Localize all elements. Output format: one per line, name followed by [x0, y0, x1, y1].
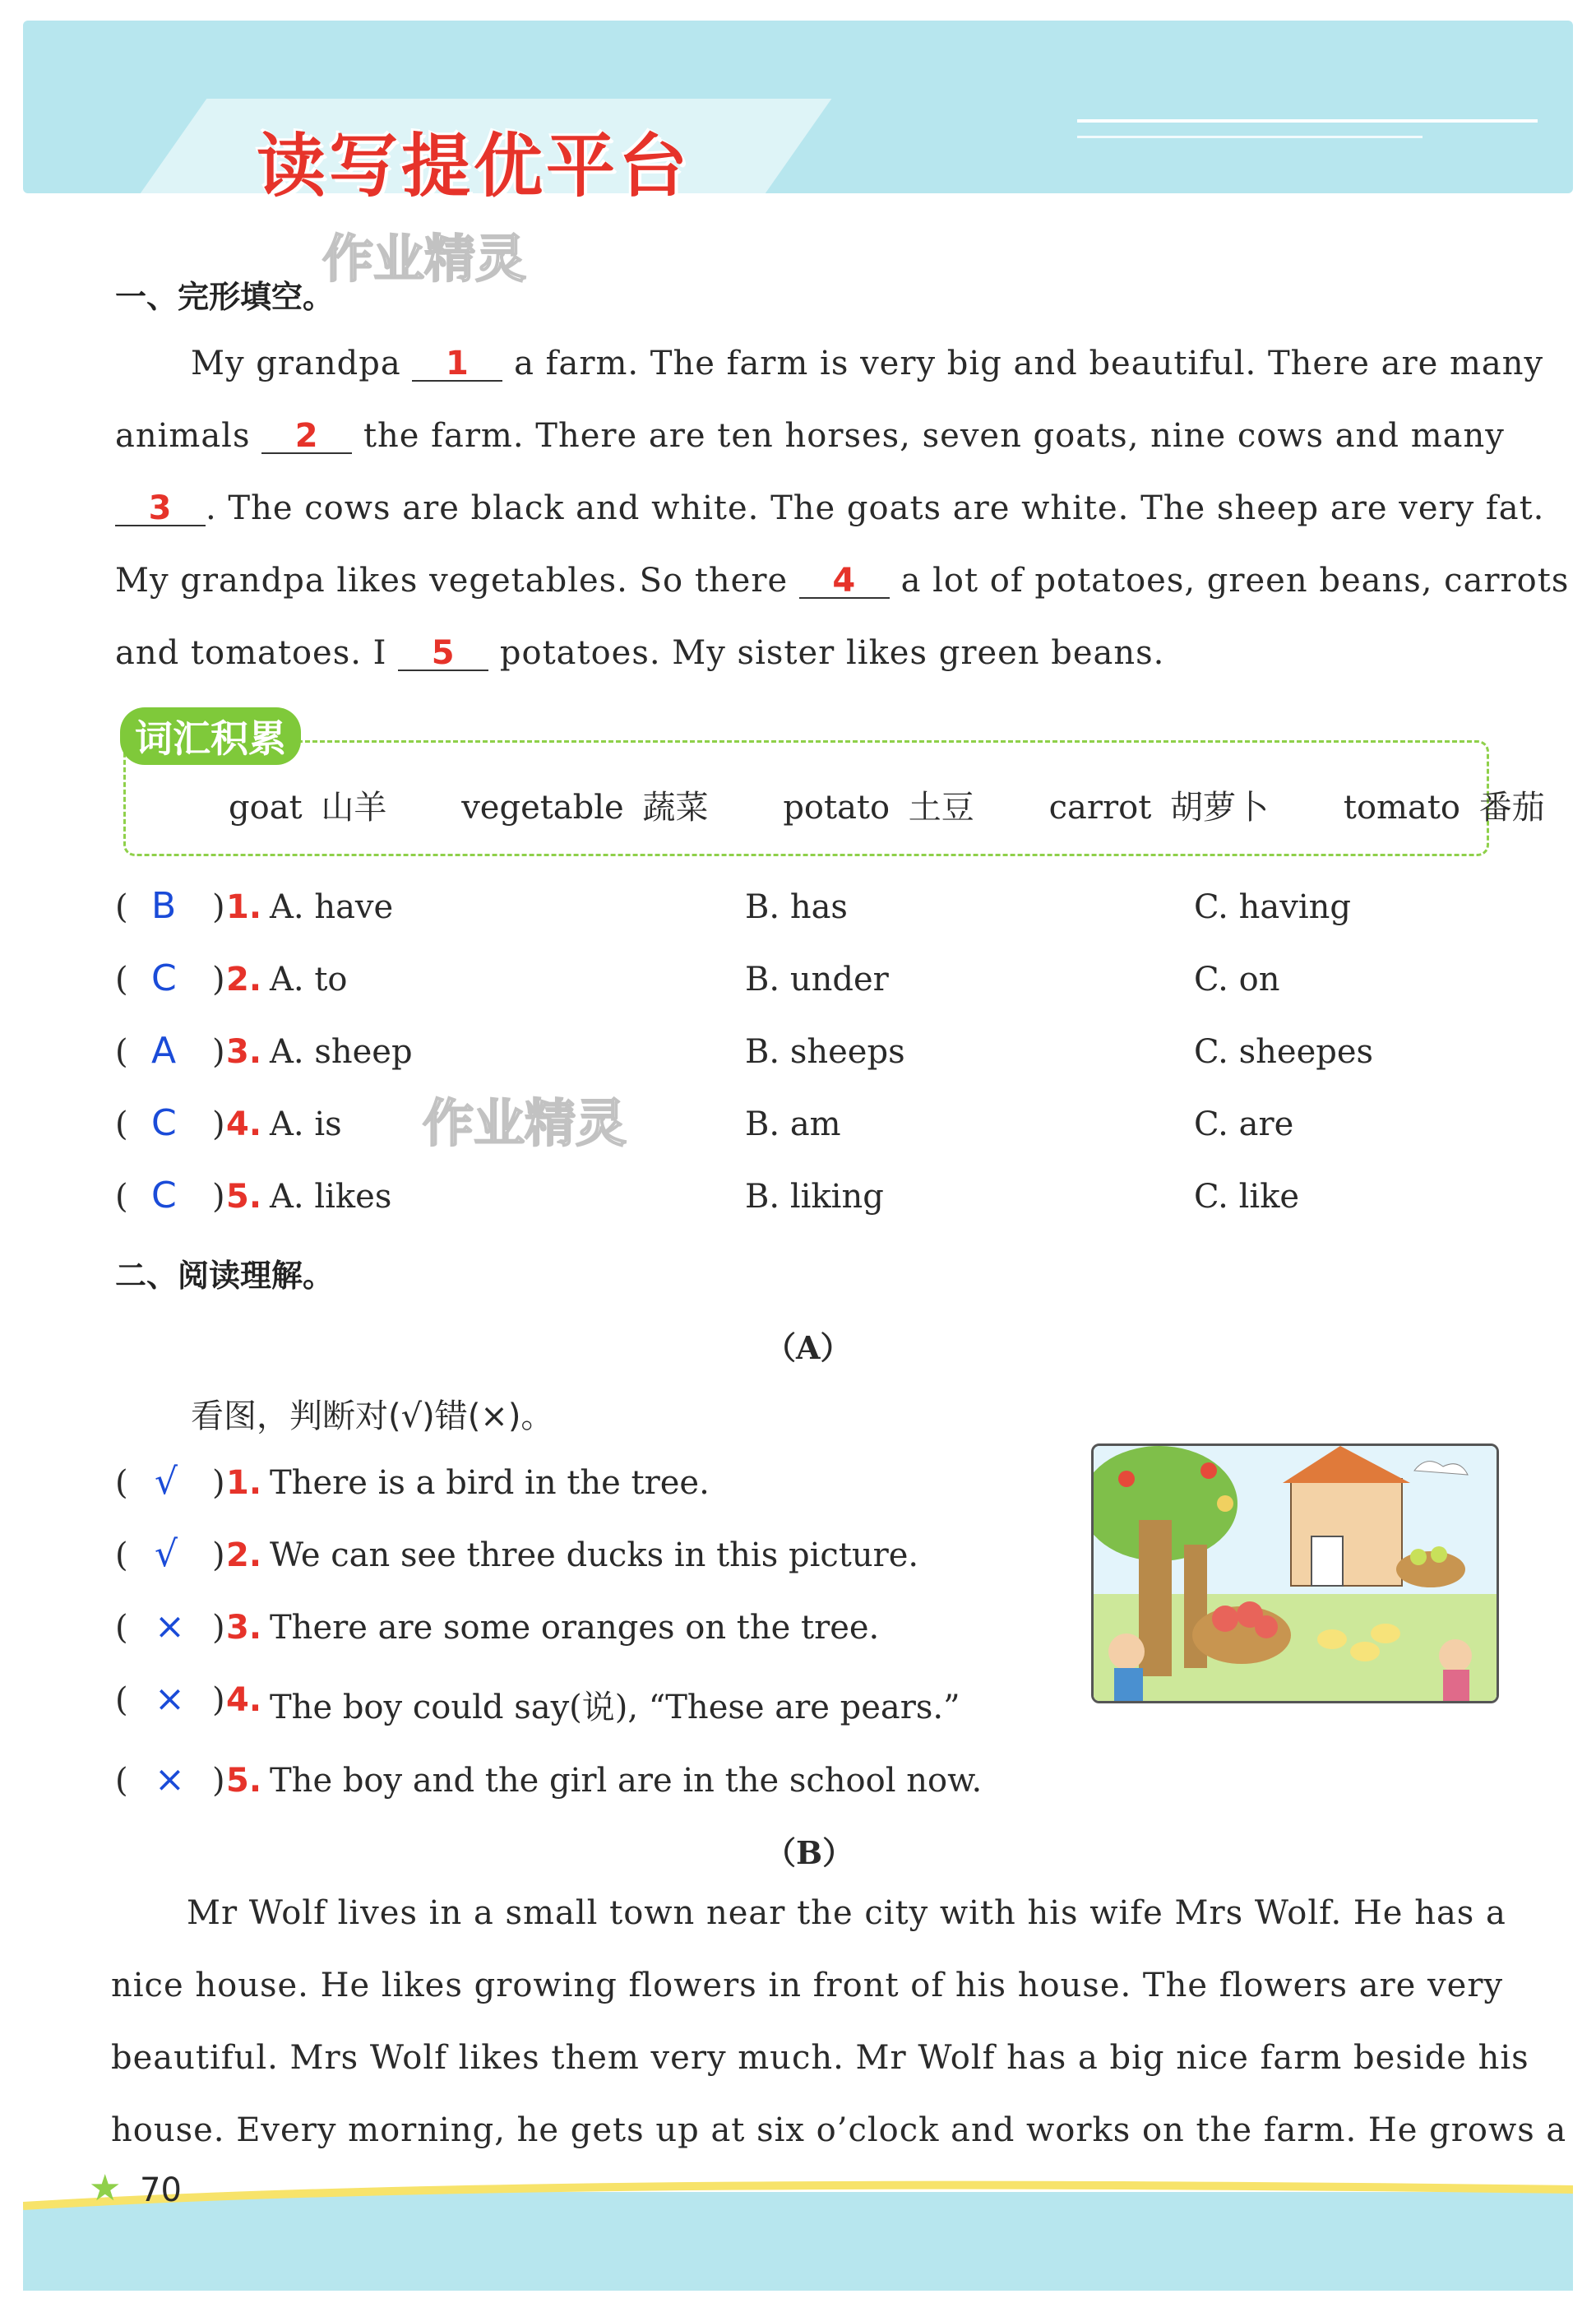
judgement-item: ( √ ) 2. We can see three ducks in this picture. — [115, 1533, 919, 1575]
part-b-label: （B） — [765, 1834, 854, 1871]
answer[interactable]: × — [155, 1759, 185, 1800]
option-b: B. liking — [745, 1178, 884, 1216]
page-title: 读写提优平台 — [257, 126, 692, 206]
passage-line: house. Every morning, he gets up at six o’clock and works on the farm. He grows a — [111, 2111, 1567, 2149]
vocab-item: carrot 胡萝卜 — [1048, 789, 1270, 827]
option-a: A. to — [270, 961, 348, 999]
judgement-item: ( × ) 3. There are some oranges on the tree. — [115, 1606, 880, 1647]
section-title-cloze: 一、完形填空。 — [115, 279, 335, 315]
question-number: 4. — [226, 1681, 262, 1719]
watermark: 作业精灵 — [322, 229, 527, 289]
answer[interactable]: √ — [155, 1461, 178, 1503]
vocab-list — [229, 781, 1545, 828]
passage-line: Mr Wolf lives in a small town near the city with his wife Mrs Wolf. He has a — [187, 1894, 1506, 1932]
question-number: 5. — [226, 1762, 262, 1800]
watermark: 作业精灵 — [423, 1093, 627, 1153]
option-c: C. sheepes — [1194, 1033, 1374, 1071]
answer[interactable]: B — [151, 885, 177, 927]
question-number: 1. — [226, 888, 262, 926]
answer[interactable]: C — [151, 957, 177, 999]
passage-line: 3 . The cows are black and white. The goats are white. The sheep are very fat. — [115, 472, 1505, 544]
option-c: C. are — [1194, 1105, 1294, 1143]
cloze-passage — [115, 327, 1570, 689]
passage-line: animals 2 the farm. There are ten horses, seven goats, nine cows and many — [115, 417, 1505, 455]
instruction: 看图，判断对(√)错(×)。 — [191, 1397, 554, 1435]
option-b: B. has — [745, 888, 848, 926]
option-c: C. on — [1194, 961, 1280, 999]
answer[interactable]: × — [155, 1678, 185, 1720]
option-a: A. is — [270, 1105, 342, 1143]
choice-question: ( A ) 3. A. sheep B. sheeps C. sheepes — [115, 1030, 1374, 1072]
statement: The boy could say(说), “These are pears.” — [270, 1689, 960, 1726]
passage-line: My grandpa likes vegetables. So there 4 a lot of potatoes, green beans, carrots — [115, 562, 1570, 600]
passage-line: My grandpa 1 a farm. The farm is very big and beautiful. There are many — [191, 345, 1544, 382]
page-number: 70 — [140, 2171, 182, 2209]
question-number: 3. — [226, 1033, 262, 1071]
option-a: A. sheep — [270, 1033, 413, 1071]
question-number: 2. — [226, 1536, 262, 1574]
vocab-item: vegetable 蔬菜 — [461, 789, 709, 827]
option-c: C. having — [1194, 888, 1351, 926]
option-a: A. have — [270, 888, 394, 926]
header-decoration-line — [1077, 119, 1538, 123]
choice-question: ( C ) 4. A. is B. am C. are — [115, 1102, 1294, 1144]
question-number: 4. — [226, 1105, 262, 1143]
blank-2[interactable]: 2 — [261, 419, 352, 454]
star-icon: ★ — [89, 2167, 122, 2209]
question-number: 3. — [226, 1609, 262, 1647]
answer[interactable]: × — [155, 1606, 185, 1647]
section-title-reading: 二、阅读理解。 — [115, 1258, 335, 1294]
part-a-label: （A） — [765, 1329, 852, 1366]
reading-passage — [111, 1877, 1567, 2166]
statement: There are some oranges on the tree. — [270, 1609, 880, 1647]
statement: The boy and the girl are in the school now. — [270, 1762, 983, 1800]
passage-line: beautiful. Mrs Wolf likes them very much. Mr Wolf has a big nice farm beside his — [111, 2039, 1529, 2077]
judgement-item: ( × ) 5. The boy and the girl are in the school now. — [115, 1759, 983, 1800]
footer-wave — [23, 2171, 1573, 2221]
blank-5[interactable]: 5 — [398, 637, 488, 671]
blank-4[interactable]: 4 — [799, 564, 890, 599]
blank-1[interactable]: 1 — [412, 347, 502, 382]
choice-question: ( B ) 1. A. have B. has C. having — [115, 885, 1351, 927]
option-b: B. am — [745, 1105, 841, 1143]
question-number: 5. — [226, 1178, 262, 1216]
option-c: C. like — [1194, 1178, 1300, 1216]
question-number: 1. — [226, 1464, 262, 1502]
answer[interactable]: C — [151, 1175, 177, 1216]
question-number: 2. — [226, 961, 262, 999]
choice-question: ( C ) 5. A. likes B. liking C. like — [115, 1175, 1300, 1216]
farm-illustration — [1091, 1443, 1499, 1703]
vocab-label: 词汇积累 — [120, 707, 301, 765]
choice-question: ( C ) 2. A. to B. under C. on — [115, 957, 1280, 999]
header-decoration-line — [1077, 136, 1423, 138]
blank-3[interactable]: 3 — [115, 492, 206, 526]
statement: There is a bird in the tree. — [270, 1464, 710, 1502]
judgement-item: ( × ) 4. The boy could say(说), “These are pears.” — [115, 1678, 960, 1726]
passage-line: nice house. He likes growing flowers in front of his house. The flowers are very — [111, 1967, 1504, 2004]
answer[interactable]: C — [151, 1102, 177, 1144]
answer[interactable]: A — [151, 1030, 177, 1072]
vocab-item: goat 山羊 — [229, 789, 387, 827]
option-b: B. under — [745, 961, 889, 999]
judgement-item: ( √ ) 1. There is a bird in the tree. — [115, 1461, 710, 1503]
passage-line: and tomatoes. I 5 potatoes. My sister likes green beans. — [115, 634, 1165, 672]
vocab-item: potato 土豆 — [783, 789, 974, 827]
statement: We can see three ducks in this picture. — [270, 1536, 919, 1574]
option-a: A. likes — [270, 1178, 392, 1216]
option-b: B. sheeps — [745, 1033, 905, 1071]
answer[interactable]: √ — [155, 1533, 178, 1575]
vocab-item: tomato 番茄 — [1343, 789, 1545, 827]
